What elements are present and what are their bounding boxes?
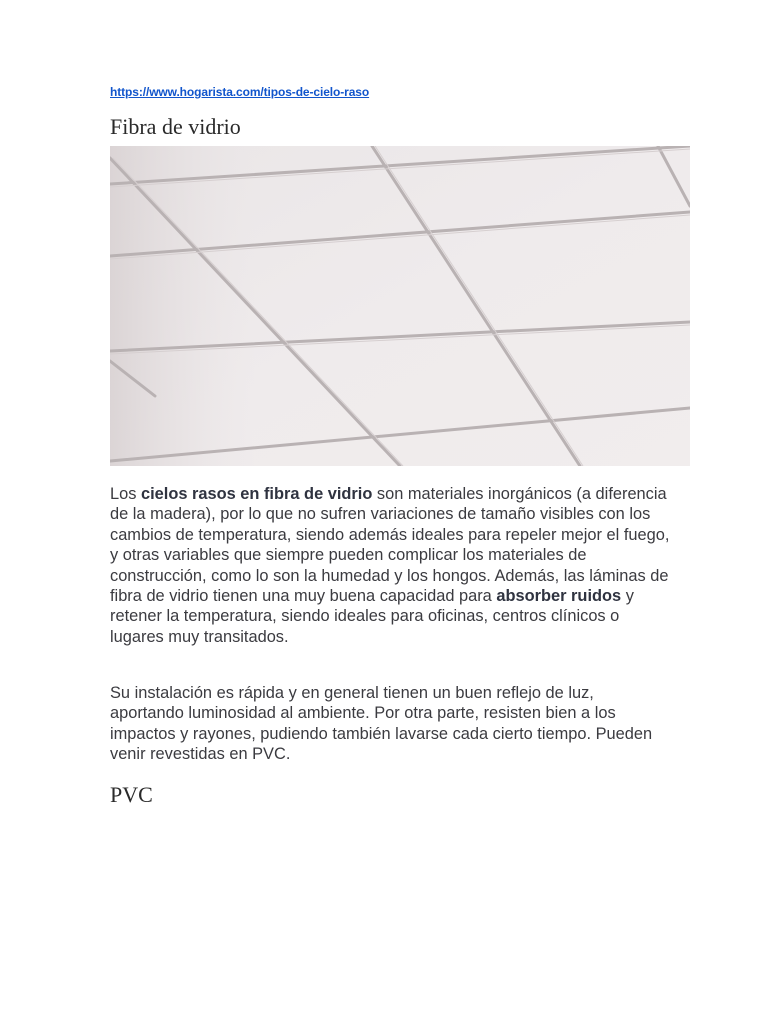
section-heading-fibra-de-vidrio: Fibra de vidrio [110,114,241,139]
paragraph-1-segment: y retener la temperatura, siendo ideales para oficinas, centros clínicos o lugares muy transitados. [110,587,634,646]
paragraph-2-segment: Su instalación es rápida y en general tienen un buen reflejo de luz, aportando luminosidad al ambiente. Por otra parte, resisten bien a los impactos y rayones, pudiendo también lavarse cada cierto tiempo. Pueden venir revestidas en PVC. [110,684,653,764]
section-heading-pvc: PVC [110,782,153,807]
paragraph-1-segment: Los [110,485,141,503]
source-link[interactable]: https://www.hogarista.com/tipos-de-cielo-raso [110,85,370,99]
paragraph-1-segment: son materiales inorgánicos (a diferencia de la madera), por lo que no sufren variaciones de tamaño visibles con los cambios de temperatura, siendo además ideales para repeler mejor el fuego, y otras variables que siempre pueden complicar los materiales de construcción, como lo son la humedad y los hongos. Además, las láminas de fibra de vidrio tienen una muy buena capacidad para [110,485,670,606]
ceiling-photo [110,146,690,466]
bold-phrase-absorber-ruidos: absorber ruidos [496,587,622,606]
paragraph-1 [110,484,670,647]
bold-phrase-cielos-rasos: cielos rasos en fibra de vidrio [140,485,373,503]
paragraph-2 [110,683,670,765]
